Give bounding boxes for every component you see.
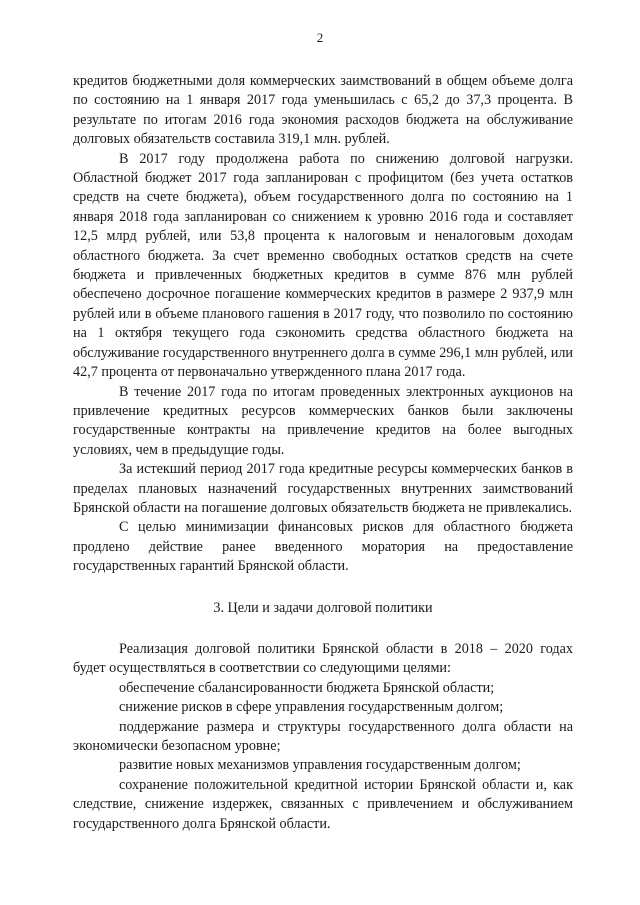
paragraph-auctions: В течение 2017 года по итогам проведенных электронных аукционов на привлечение кредитных ресурсов коммерческих банков были заключены государственные контракты на привлечение кредитов на более выгодных условиях, чем в предыдущие годы. <box>73 383 573 458</box>
goal-item: развитие новых механизмов управления государственным долгом; <box>119 757 521 774</box>
goal-item: снижение рисков в сфере управления государственным долгом; <box>119 699 504 716</box>
goal-item: поддержание размера и структуры государственного долга области на экономически безопасном уровне; <box>73 718 573 754</box>
paragraph-goals-intro: Реализация долговой политики Брянской области в 2018 – 2020 годах будет осуществляться в соответствии со следующими целями: <box>73 640 573 677</box>
document-body <box>73 72 573 834</box>
paragraph-debt-load: В 2017 году продолжена работа по снижению долговой нагрузки. Областной бюджет 2017 года запланирован с профицитом (без учета остатков средств на счете бюджета), объем государственного долга по состоянию на 1 января 2018 года запланирован со снижением к уровню 2016 года и составляет 12,5 млрд рублей, или 53,8 процента к налоговым и неналоговым доходам областного бюджета. За счет временно свободных остатков средств на счете бюджета и привлеченных бюджетных кредитов в сумме 876 млн рублей обеспечено досрочное погашение коммерческих кредитов в размере 2 937,9 млн рублей или в объеме планового гашения в 2017 году, что позволило по состоянию на 1 октября текущего года сэкономить средства областного бюджета на обслуживание государственного внутреннего долга в сумме 296,1 млн рублей, или 42,7 процента от первоначально утвержденного плана 2017 года. <box>73 150 573 381</box>
paragraph-credit-resources: За истекший период 2017 года кредитные ресурсы коммерческих банков в пределах плановых назначений государственных внутренних заимствований Брянской области на погашение долговых обязательств бюджета не привлекались. <box>73 461 573 516</box>
paragraph-continuation: кредитов бюджетными доля коммерческих заимствований в общем объеме долга по состоянию на 1 января 2017 года уменьшилась с 65,2 до 37,3 процента. В результате по итогам 2016 года экономия расходов бюджета на обслуживание долговых обязательств составила 319,1 млн. рублей. <box>73 73 573 148</box>
page-number: 2 <box>316 30 324 45</box>
section-heading: 3. Цели и задачи долговой политики <box>213 599 433 616</box>
goal-item: сохранение положительной кредитной истории Брянской области и, как следствие, снижение издержек, связанных с привлечением и обслуживанием государственного долга Брянской области. <box>73 776 573 832</box>
paragraph-moratorium: С целью минимизации финансовых рисков для областного бюджета продлено действие ранее введенного моратория на предоставление государственных гарантий Брянской области. <box>73 519 573 575</box>
goal-item: обеспечение сбалансированности бюджета Брянской области; <box>119 679 495 696</box>
